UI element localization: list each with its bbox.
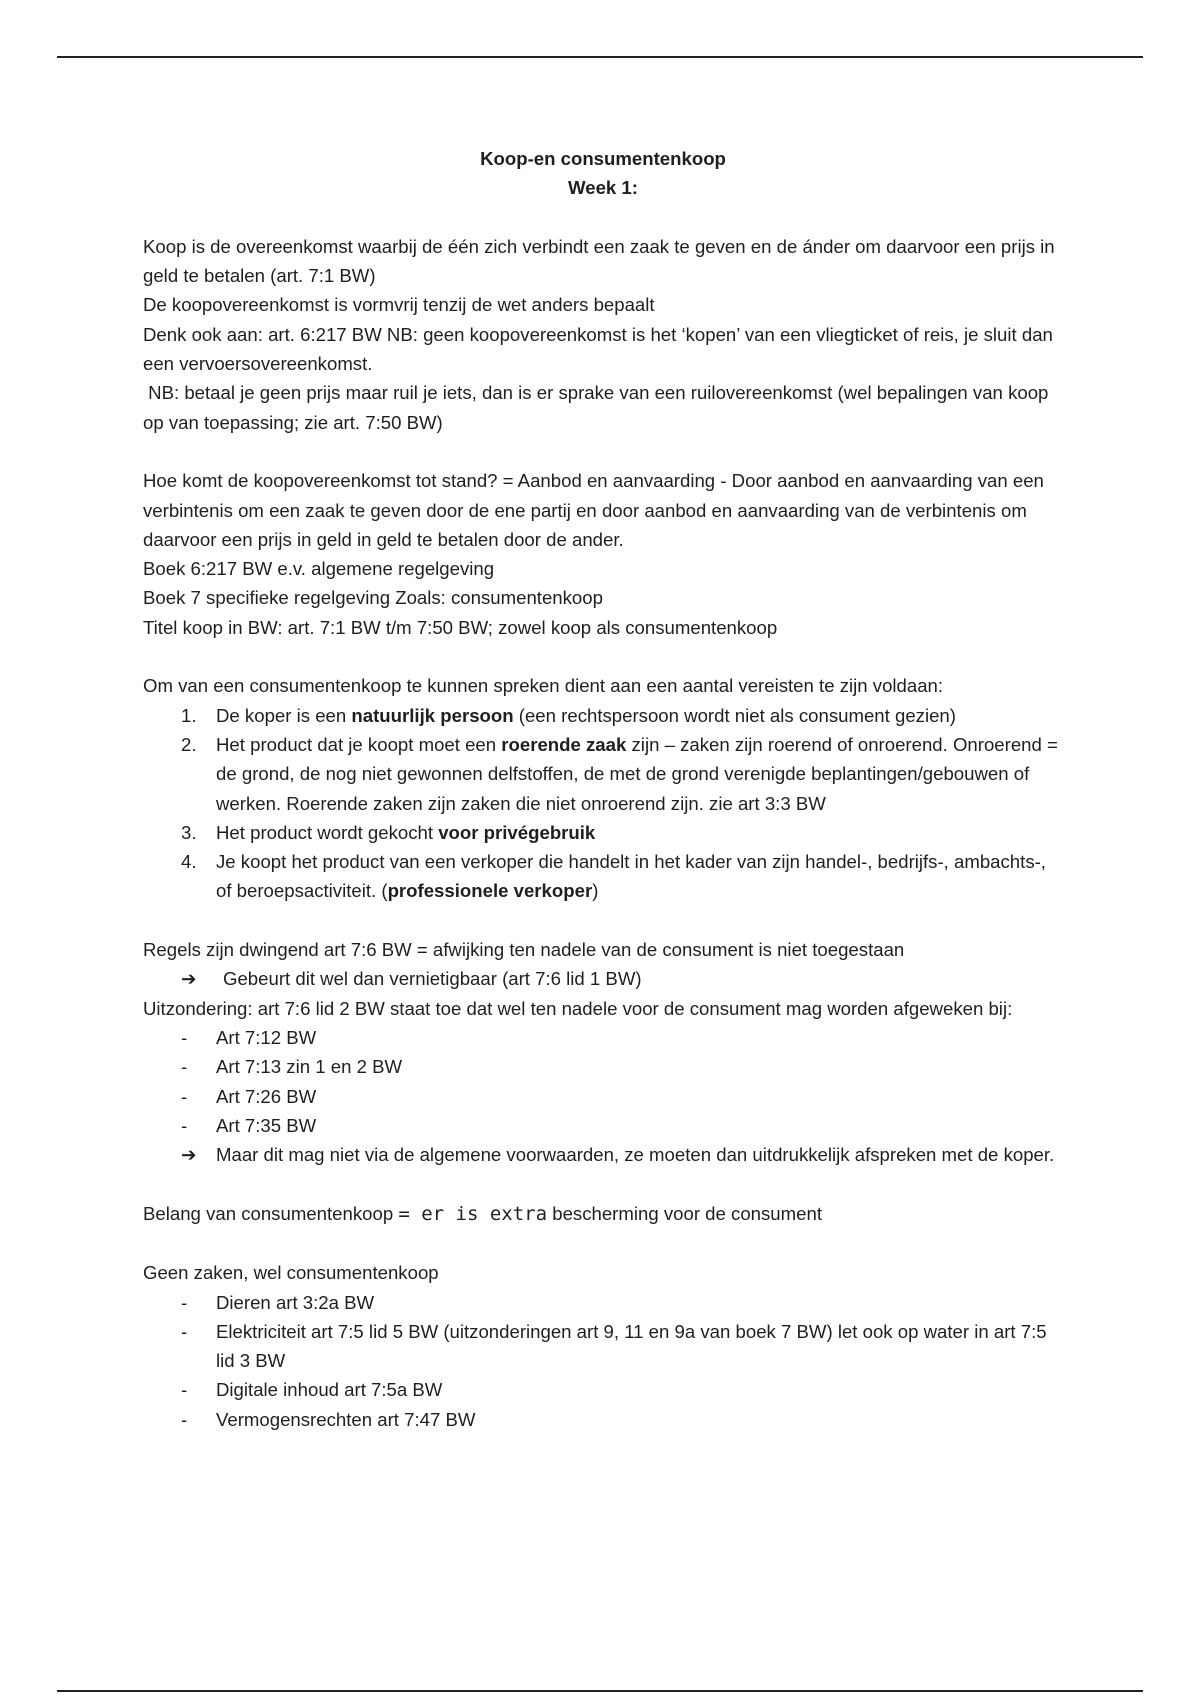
formation-paragraph: Boek 6:217 BW e.v. algemene regelgeving bbox=[143, 558, 495, 580]
interest-paragraph: Belang van consumentenkoop = er is extra bescherming voor de consument bbox=[143, 1202, 822, 1225]
intro-paragraph: Koop is de overeenkomst waarbij de één zich verbindt een zaak te geven en de ánder om daarvoor een prijs in geld te betalen (art. 7:1 BW) bbox=[143, 235, 1055, 287]
emphasis: voor privégebruik bbox=[438, 821, 596, 843]
dash-bullet: - bbox=[181, 1056, 188, 1078]
requirements-intro: Om van een consumentenkoop te kunnen spreken dient aan een aantal vereisten te zijn voldaan: bbox=[143, 675, 944, 697]
rules-paragraph: Regels zijn dwingend art 7:6 BW = afwijking ten nadele van de consument is niet toegestaan bbox=[143, 939, 905, 961]
dash-bullet: - bbox=[181, 1085, 188, 1107]
list-item: - Dieren art 3:2a BW bbox=[143, 1288, 1063, 1317]
exception-list bbox=[143, 1023, 1063, 1140]
list-item: - Art 7:12 BW bbox=[143, 1023, 1063, 1052]
intro-paragraph: NB: betaal je geen prijs maar ruil je iets, dan is er sprake van een ruilovereenkomst (wel bepalingen van koop op van toepassing; zie art. 7:50 BW) bbox=[143, 382, 1054, 433]
footer-rule bbox=[57, 1690, 1143, 1692]
list-item: - Digitale inhoud art 7:5a BW bbox=[143, 1375, 1063, 1404]
arrow-icon: ➔ bbox=[181, 1144, 197, 1166]
emphasis: professionele verkoper bbox=[387, 880, 593, 902]
formation-paragraph: Titel koop in BW: art. 7:1 BW t/m 7:50 BW; zowel koop als consumentenkoop bbox=[143, 616, 778, 638]
intro-paragraph: Denk ook aan: art. 6:217 BW NB: geen koopovereenkomst is het ‘kopen’ van een vliegticket of reis, je sluit dan een vervoersovereenkomst. bbox=[143, 323, 1053, 375]
list-item: 3. Het product wordt gekocht voor privégebruik bbox=[143, 818, 1063, 847]
list-number: 4. bbox=[181, 851, 197, 873]
dash-bullet: - bbox=[181, 1291, 188, 1313]
requirements-list bbox=[143, 701, 1063, 906]
list-item: - Art 7:26 BW bbox=[143, 1082, 1063, 1111]
dash-bullet: - bbox=[181, 1408, 188, 1430]
list-item: 2. Het product dat je koopt moet een roerende zaak zijn – zaken zijn roerend of onroerend. Onroerend = de grond, de nog niet gewonnen delfstoffen, de met de grond verenigde beplantingen/gebouwen of werken. Roerende zaken zijn zaken die niet onroerend zijn. zie art 3:3 BW bbox=[143, 730, 1063, 818]
emphasis: roerende zaak bbox=[501, 733, 627, 755]
list-number: 1. bbox=[181, 704, 197, 726]
list-item: 4. Je koopt het product van een verkoper die handelt in het kader van zijn handel-, bedrijfs-, ambachts-, of beroepsactiviteit. (professionele verkoper) bbox=[143, 847, 1063, 906]
list-item: 1. De koper is een natuurlijk persoon (een rechtspersoon wordt niet als consument gezien) bbox=[143, 701, 1063, 730]
list-item: - Elektriciteit art 7:5 lid 5 BW (uitzonderingen art 9, 11 en 9a van boek 7 BW) let ook op water in art 7:5 lid 3 BW bbox=[143, 1317, 1063, 1376]
document-subtitle: Week 1: bbox=[568, 177, 638, 199]
exception-paragraph: Uitzondering: art 7:6 lid 2 BW staat toe dat wel ten nadele voor de consument mag worden afgeweken bij: bbox=[143, 997, 1013, 1019]
document-title: Koop-en consumentenkoop bbox=[480, 148, 726, 169]
non-goods-title: Geen zaken, wel consumentenkoop bbox=[143, 1262, 439, 1284]
dash-bullet: - bbox=[181, 1379, 188, 1401]
arrow-icon: ➔ bbox=[181, 968, 197, 990]
list-number: 3. bbox=[181, 821, 197, 843]
arrow-note: ➔ Gebeurt dit wel dan vernietigbaar (art 7:6 lid 1 BW) bbox=[143, 964, 1063, 993]
emphasis: natuurlijk persoon bbox=[351, 704, 514, 726]
document-body bbox=[143, 144, 1063, 1434]
intro-paragraph: De koopovereenkomst is vormvrij tenzij de wet anders bepaalt bbox=[143, 294, 655, 316]
formation-paragraph: Boek 7 specifieke regelgeving Zoals: consumentenkoop bbox=[143, 587, 603, 609]
list-number: 2. bbox=[181, 733, 197, 755]
arrow-note: ➔ Maar dit mag niet via de algemene voorwaarden, ze moeten dan uitdrukkelijk afspreken met de koper. bbox=[143, 1140, 1063, 1169]
dash-bullet: - bbox=[181, 1114, 188, 1136]
dash-bullet: - bbox=[181, 1026, 188, 1048]
dash-bullet: - bbox=[181, 1320, 188, 1342]
formation-paragraph: Hoe komt de koopovereenkomst tot stand? = Aanbod en aanvaarding - Door aanbod en aanvaarding van een verbintenis om een zaak te geven door de ene partij en door aanbod en aanvaarding van de verbintenis om daarvoor een prijs in geld in geld te betalen door de ander. bbox=[143, 470, 1044, 550]
non-goods-list bbox=[143, 1288, 1063, 1434]
list-item: - Vermogensrechten art 7:47 BW bbox=[143, 1405, 1063, 1434]
list-item: - Art 7:35 BW bbox=[143, 1111, 1063, 1140]
list-item: - Art 7:13 zin 1 en 2 BW bbox=[143, 1052, 1063, 1081]
header-rule bbox=[57, 56, 1143, 58]
